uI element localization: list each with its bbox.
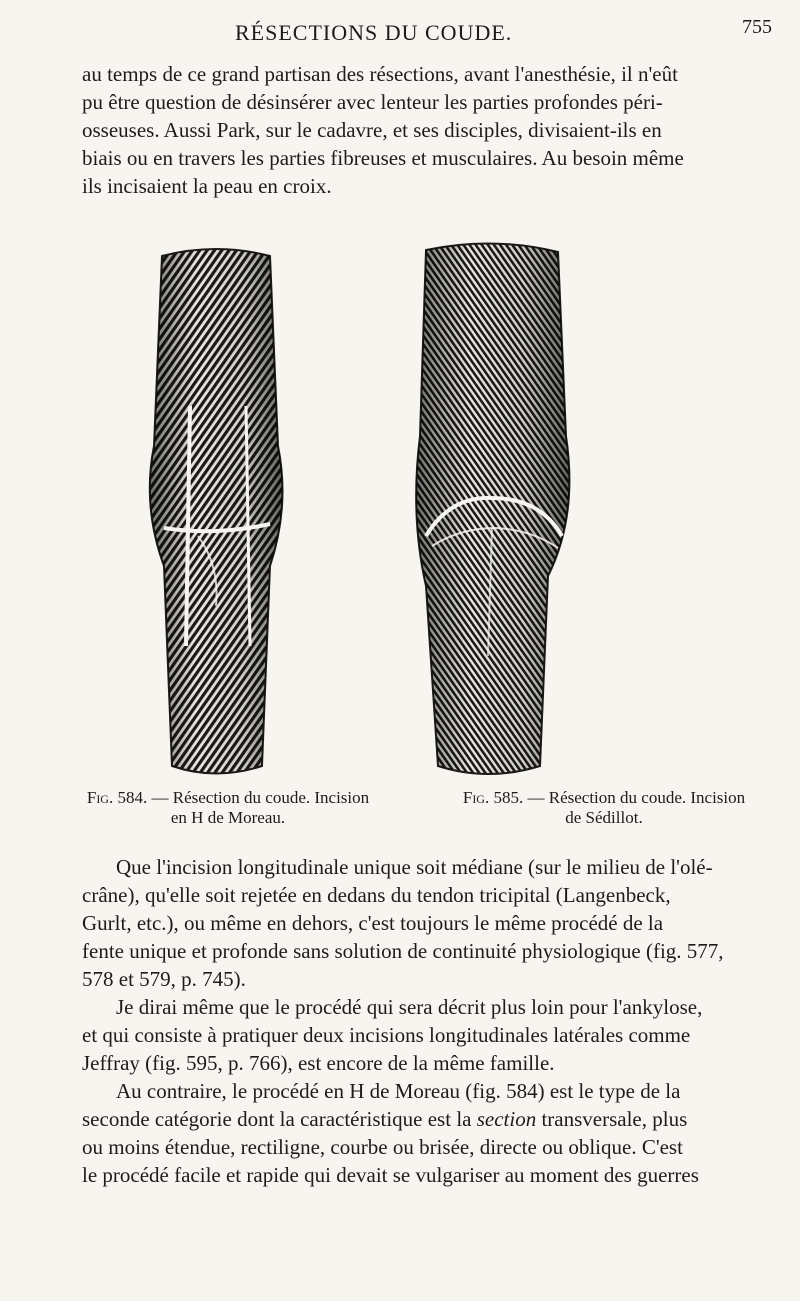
figure-label: Fig. 584. — [86, 788, 148, 807]
emphasized-word: section — [476, 1107, 537, 1131]
figure-584-drawing — [150, 249, 283, 774]
caption-text: — Résection du coude. Incision — [523, 788, 746, 807]
text-line: le procédé facile et rapide qui devait se vulgariser au moment des guerres — [82, 1163, 699, 1187]
text-line: ou moins étendue, rectiligne, courbe ou brisée, directe ou oblique. C'est — [82, 1135, 683, 1159]
engraving-elbow-resections — [120, 236, 700, 776]
intro-paragraph — [82, 60, 768, 200]
text-line: au temps de ce grand partisan des résections, avant l'anesthésie, il n'eût — [82, 62, 678, 86]
caption-text: en H de Moreau. — [170, 808, 286, 827]
text-line — [82, 1105, 770, 1133]
figure-585-caption — [434, 788, 774, 828]
caption-text: de Sédillot. — [565, 808, 643, 827]
text-line: Jeffray (fig. 595, p. 766), est encore de la même famille. — [82, 1051, 555, 1075]
paragraph-2 — [82, 993, 770, 1077]
figure-584-caption — [78, 788, 378, 828]
text-line: Au contraire, le procédé en H de Moreau (fig. 584) est le type de la — [116, 1079, 681, 1103]
text-line: Je dirai même que le procédé qui sera décrit plus loin pour l'ankylose, — [116, 995, 703, 1019]
caption-text: — Résection du coude. Incision — [147, 788, 370, 807]
page-header — [0, 8, 800, 48]
figure-label: Fig. 585. — [462, 788, 524, 807]
text-segment: transversale, plus — [536, 1107, 688, 1131]
figure-585-drawing — [416, 243, 569, 774]
text-line: ils incisaient la peau en croix. — [82, 174, 332, 198]
text-segment: seconde catégorie dont la caractéristique est la — [82, 1107, 477, 1131]
text-line: Que l'incision longitudinale unique soit médiane (sur le milieu de l'olé- — [116, 855, 713, 879]
text-line: 578 et 579, p. 745). — [82, 967, 246, 991]
text-line: biais ou en travers les parties fibreuses et musculaires. Au besoin même — [82, 146, 684, 170]
body-text — [82, 853, 770, 1189]
text-line: fente unique et profonde sans solution de continuité physiologique (fig. 577, — [82, 939, 724, 963]
running-title: RÉSECTIONS DU COUDE. — [235, 20, 513, 45]
paragraph-3 — [82, 1077, 770, 1189]
figures-illustration — [120, 236, 700, 776]
text-line: osseuses. Aussi Park, sur le cadavre, et ses disciples, divisaient-ils en — [82, 118, 662, 142]
text-line: crâne), qu'elle soit rejetée en dedans du tendon tricipital (Langenbeck, — [82, 883, 671, 907]
page-number: 755 — [742, 16, 772, 38]
paragraph-1 — [82, 853, 770, 993]
text-line: pu être question de désinsérer avec lenteur les parties profondes péri- — [82, 90, 663, 114]
text-line: et qui consiste à pratiquer deux incisions longitudinales latérales comme — [82, 1023, 691, 1047]
text-line: Gurlt, etc.), ou même en dehors, c'est toujours le même procédé de la — [82, 911, 664, 935]
